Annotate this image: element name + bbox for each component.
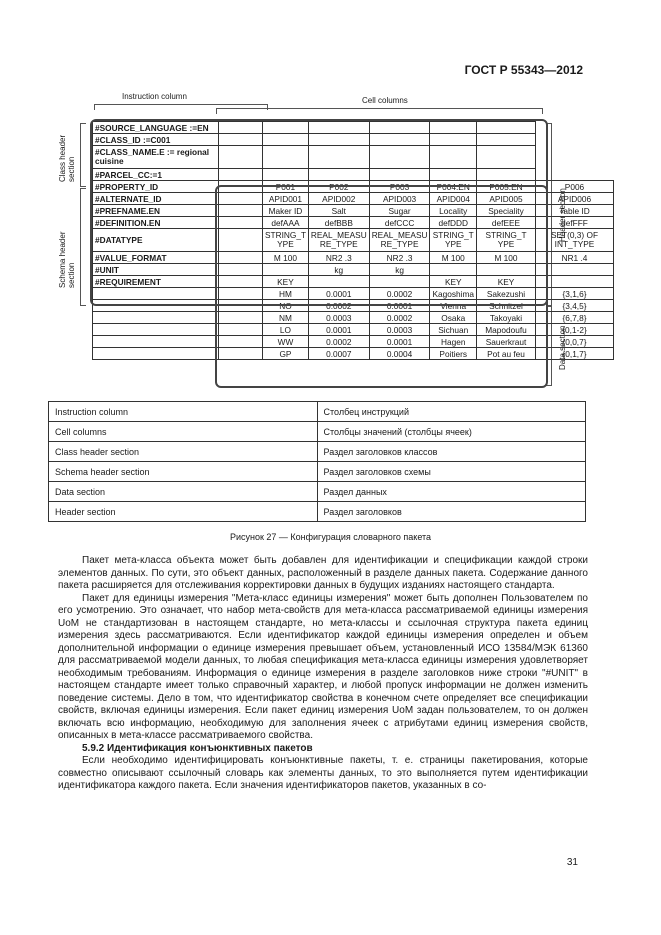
data-cell: Osaka — [430, 312, 477, 324]
table-row — [93, 264, 614, 276]
class-cell: #SOURCE_LANGUAGE :=EN — [93, 122, 219, 134]
schema-cell: REAL_MEASU RE_TYPE — [369, 229, 430, 252]
schema-cell: P002 — [308, 181, 369, 193]
schema-key: #REQUIREMENT — [93, 276, 219, 288]
legend-russian: Столбцы значений (столбцы ячеек) — [317, 422, 586, 442]
schema-cell: M 100 — [263, 252, 309, 264]
legend-english: Instruction column — [49, 402, 318, 422]
data-cell: 0.0003 — [308, 312, 369, 324]
schema-cell: P001 — [263, 181, 309, 193]
schema-cell: P003 — [369, 181, 430, 193]
data-cell: Sakezushi — [477, 288, 536, 300]
schema-key: #PROPERTY_ID — [93, 181, 219, 193]
data-cell: GP — [263, 348, 309, 360]
schema-cell: P004.EN — [430, 181, 477, 193]
data-cell: Vienna — [430, 300, 477, 312]
package-table — [92, 121, 614, 360]
legend-row — [49, 462, 586, 482]
schema-cell: Speciality — [477, 205, 536, 217]
table-row — [93, 336, 614, 348]
page-number: 31 — [566, 857, 578, 868]
schema-cell: KEY — [263, 276, 309, 288]
data-rows — [93, 288, 614, 360]
schema-cell: NR2 .3 — [369, 252, 430, 264]
table-row — [93, 288, 614, 300]
schema-cell — [369, 276, 430, 288]
data-cell: Schnitzel — [477, 300, 536, 312]
table-row — [93, 324, 614, 336]
schema-cell: STRING_T YPE — [430, 229, 477, 252]
data-section-label: Data section — [558, 325, 567, 370]
data-cell: 0.0003 — [369, 324, 430, 336]
legend-english: Data section — [49, 482, 318, 502]
schema-cell: APID005 — [477, 193, 536, 205]
schema-cell: APID002 — [308, 193, 369, 205]
data-cell: WW — [263, 336, 309, 348]
data-cell: HM — [263, 288, 309, 300]
data-cell: 0.0001 — [308, 324, 369, 336]
schema-cell: Salt — [308, 205, 369, 217]
schema-key: #DEFINITION.EN — [93, 217, 219, 229]
data-cell: NM — [263, 312, 309, 324]
table-row — [93, 146, 614, 169]
schema-cell: APID004 — [430, 193, 477, 205]
class-cell: #PARCEL_CC:=1 — [93, 169, 219, 181]
paragraph: Если необходимо идентифицировать конъюнктивные пакеты, т. е. страницы пакетирования, которые совместно описывают ссылочный словарь как элементы данных, то это выполняется путем идентификации идентификатора каждого пакета. Если значения идентификаторов пакетов, указанных в со- — [58, 755, 588, 791]
table-row — [93, 134, 614, 146]
class-header-section-text: Class header section — [58, 134, 76, 182]
schema-cell: KEY — [477, 276, 536, 288]
legend-english: Header section — [49, 502, 318, 522]
schema-cell: P006 — [536, 181, 614, 193]
table-row — [93, 122, 614, 134]
data-cell: Mapodoufu — [477, 324, 536, 336]
legend-row — [49, 482, 586, 502]
data-cell: {0,0,7} — [536, 336, 614, 348]
schema-cell: APID001 — [263, 193, 309, 205]
table-row — [93, 312, 614, 324]
schema-cell: STRING_T YPE — [477, 229, 536, 252]
legend-table — [48, 401, 586, 522]
table-row — [93, 300, 614, 312]
cell-columns-label: Cell columns — [362, 96, 408, 105]
schema-header-section-label — [58, 188, 76, 288]
data-cell: Hagen — [430, 336, 477, 348]
table-row — [93, 205, 614, 217]
schema-cell: defFFF — [536, 217, 614, 229]
schema-cell: STRING_T YPE — [263, 229, 309, 252]
legend-english: Schema header section — [49, 462, 318, 482]
schema-cell: NR1 .4 — [536, 252, 614, 264]
data-cell: Kagoshima — [430, 288, 477, 300]
table-row — [93, 276, 614, 288]
data-cell: Poitiers — [430, 348, 477, 360]
schema-cell: P005.EN — [477, 181, 536, 193]
legend-russian: Раздел заголовков — [317, 502, 586, 522]
schema-cell — [536, 276, 614, 288]
paragraph: Пакет для единицы измерения "Мета-класс единицы измерения" может быть дополнен Пользователем по его усмотрению. Это означает, что набор мета-свойств для мета-класса рассматриваемой единицы измерения UoM не стандартизован в настоящем стандарте, но мета-классы и ссылочная структура пакета единиц измерения здесь рассматриваются. Если идентификатор каждой единицы измерения определен и объем дополнительной информации о единице измерения превышает объем, установленный ИСО 13584/МЭК 61360 для рассматриваемой модели данных, то любая спецификация мета-класса единицы измерения удовлетворяет необходимым требованиям. Информация о единице измерения в разделе заголовков ниже строки "#UNIT" в настоящем стандарте имеет только справочный характер, и любой пропуск информации не должен изменить поведение системы. Дело в том, что идентификатор свойства в конечном счете определяет все спецификации свойств, включая единицы измерения. Если пакет единиц измерения UoM задан пользователем, то он должен включать всю информацию, необходимую для заполнения ячеек с атрибутами единиц измерения свойств, описанных в мета-классе рассматриваемого свойства. — [58, 592, 588, 741]
schema-key: #ALTERNATE_ID — [93, 193, 219, 205]
schema-cell: APID003 — [369, 193, 430, 205]
legend-english: Cell columns — [49, 422, 318, 442]
schema-cell: defCCC — [369, 217, 430, 229]
schema-cell: M 100 — [477, 252, 536, 264]
data-cell: 0.0002 — [369, 312, 430, 324]
class-cell: #CLASS_ID :=C001 — [93, 134, 219, 146]
data-cell: 0.0001 — [308, 288, 369, 300]
standard-header: ГОСТ Р 55343—2012 — [464, 63, 583, 77]
table-row — [93, 252, 614, 264]
data-cell: Takoyaki — [477, 312, 536, 324]
table-row — [93, 169, 614, 181]
schema-cell — [477, 264, 536, 276]
schema-cell: SET(0,3) OF INT_TYPE — [536, 229, 614, 252]
schema-cell: defDDD — [430, 217, 477, 229]
data-cell: 0.0002 — [308, 336, 369, 348]
data-cell: LO — [263, 324, 309, 336]
data-cell: 0.0002 — [369, 288, 430, 300]
data-cell: Sichuan — [430, 324, 477, 336]
schema-cell: M 100 — [430, 252, 477, 264]
schema-cell: defAAA — [263, 217, 309, 229]
class-header-rows — [93, 122, 614, 181]
schema-cell: Table ID — [536, 205, 614, 217]
header-section-label: Header section — [558, 188, 567, 242]
cell-columns-brace — [216, 108, 543, 114]
schema-key: #PREFNAME.EN — [93, 205, 219, 217]
schema-cell: Sugar — [369, 205, 430, 217]
schema-cell: KEY — [430, 276, 477, 288]
table-row — [93, 229, 614, 252]
class-header-section-label — [58, 102, 76, 182]
schema-cell: defEEE — [477, 217, 536, 229]
legend-row — [49, 442, 586, 462]
schema-cell: kg — [369, 264, 430, 276]
schema-cell — [536, 264, 614, 276]
schema-cell — [263, 264, 309, 276]
figure-caption: Рисунок 27 — Конфигурация словарного пакета — [229, 532, 432, 542]
data-cell: NO — [263, 300, 309, 312]
legend-russian: Раздел данных — [317, 482, 586, 502]
schema-header-brace — [80, 188, 86, 306]
schema-cell: NR2 .3 — [308, 252, 369, 264]
table-row — [93, 217, 614, 229]
data-cell: {3,1,6} — [536, 288, 614, 300]
schema-cell — [308, 276, 369, 288]
data-cell: {6,7,8} — [536, 312, 614, 324]
data-cell: 0.0001 — [369, 336, 430, 348]
instruction-column-label: Instruction column — [122, 92, 187, 101]
schema-key: #DATATYPE — [93, 229, 219, 252]
table-row — [93, 348, 614, 360]
legend-row — [49, 402, 586, 422]
paragraph: Пакет мета-класса объекта может быть добавлен для идентификации и спецификации каждой строки элементов данных. По сути, это объект данных, расположенный в разделе данных пакета. Содержание данного пакета расширяется для отслеживания корректировки данных в будущих изданиях настоящего стандарта. — [58, 555, 588, 591]
data-cell: {0,1,7} — [536, 348, 614, 360]
schema-cell: REAL_MEASU RE_TYPE — [308, 229, 369, 252]
data-cell: {3,4,5} — [536, 300, 614, 312]
data-cell: 0.0002 — [308, 300, 369, 312]
schema-cell: Locality — [430, 205, 477, 217]
legend-russian: Столбец инструкций — [317, 402, 586, 422]
class-header-brace — [80, 123, 86, 187]
legend-russian: Раздел заголовков схемы — [317, 462, 586, 482]
table-row — [93, 181, 614, 193]
data-cell: Pot au feu — [477, 348, 536, 360]
legend-row — [49, 502, 586, 522]
schema-key: #UNIT — [93, 264, 219, 276]
schema-cell: APID006 — [536, 193, 614, 205]
legend-russian: Раздел заголовков классов — [317, 442, 586, 462]
schema-cell: Maker ID — [263, 205, 309, 217]
legend-english: Class header section — [49, 442, 318, 462]
schema-header-rows — [93, 181, 614, 288]
class-cell: #CLASS_NAME.E := regional cuisine — [93, 146, 219, 169]
table-row — [93, 193, 614, 205]
data-cell: 0.0001 — [369, 300, 430, 312]
legend-row — [49, 422, 586, 442]
schema-header-section-text: Schema header section — [58, 231, 76, 288]
schema-key: #VALUE_FORMAT — [93, 252, 219, 264]
dictionary-package-figure — [44, 92, 614, 392]
data-cell: Sauerkraut — [477, 336, 536, 348]
schema-cell: defBBB — [308, 217, 369, 229]
body-text — [58, 555, 588, 793]
schema-cell — [430, 264, 477, 276]
schema-cell: kg — [308, 264, 369, 276]
data-cell: 0.0004 — [369, 348, 430, 360]
data-cell: 0.0007 — [308, 348, 369, 360]
section-heading: 5.9.2 Идентификация конъюнктивных пакетов — [82, 742, 313, 754]
data-cell: {0,1-2} — [536, 324, 614, 336]
